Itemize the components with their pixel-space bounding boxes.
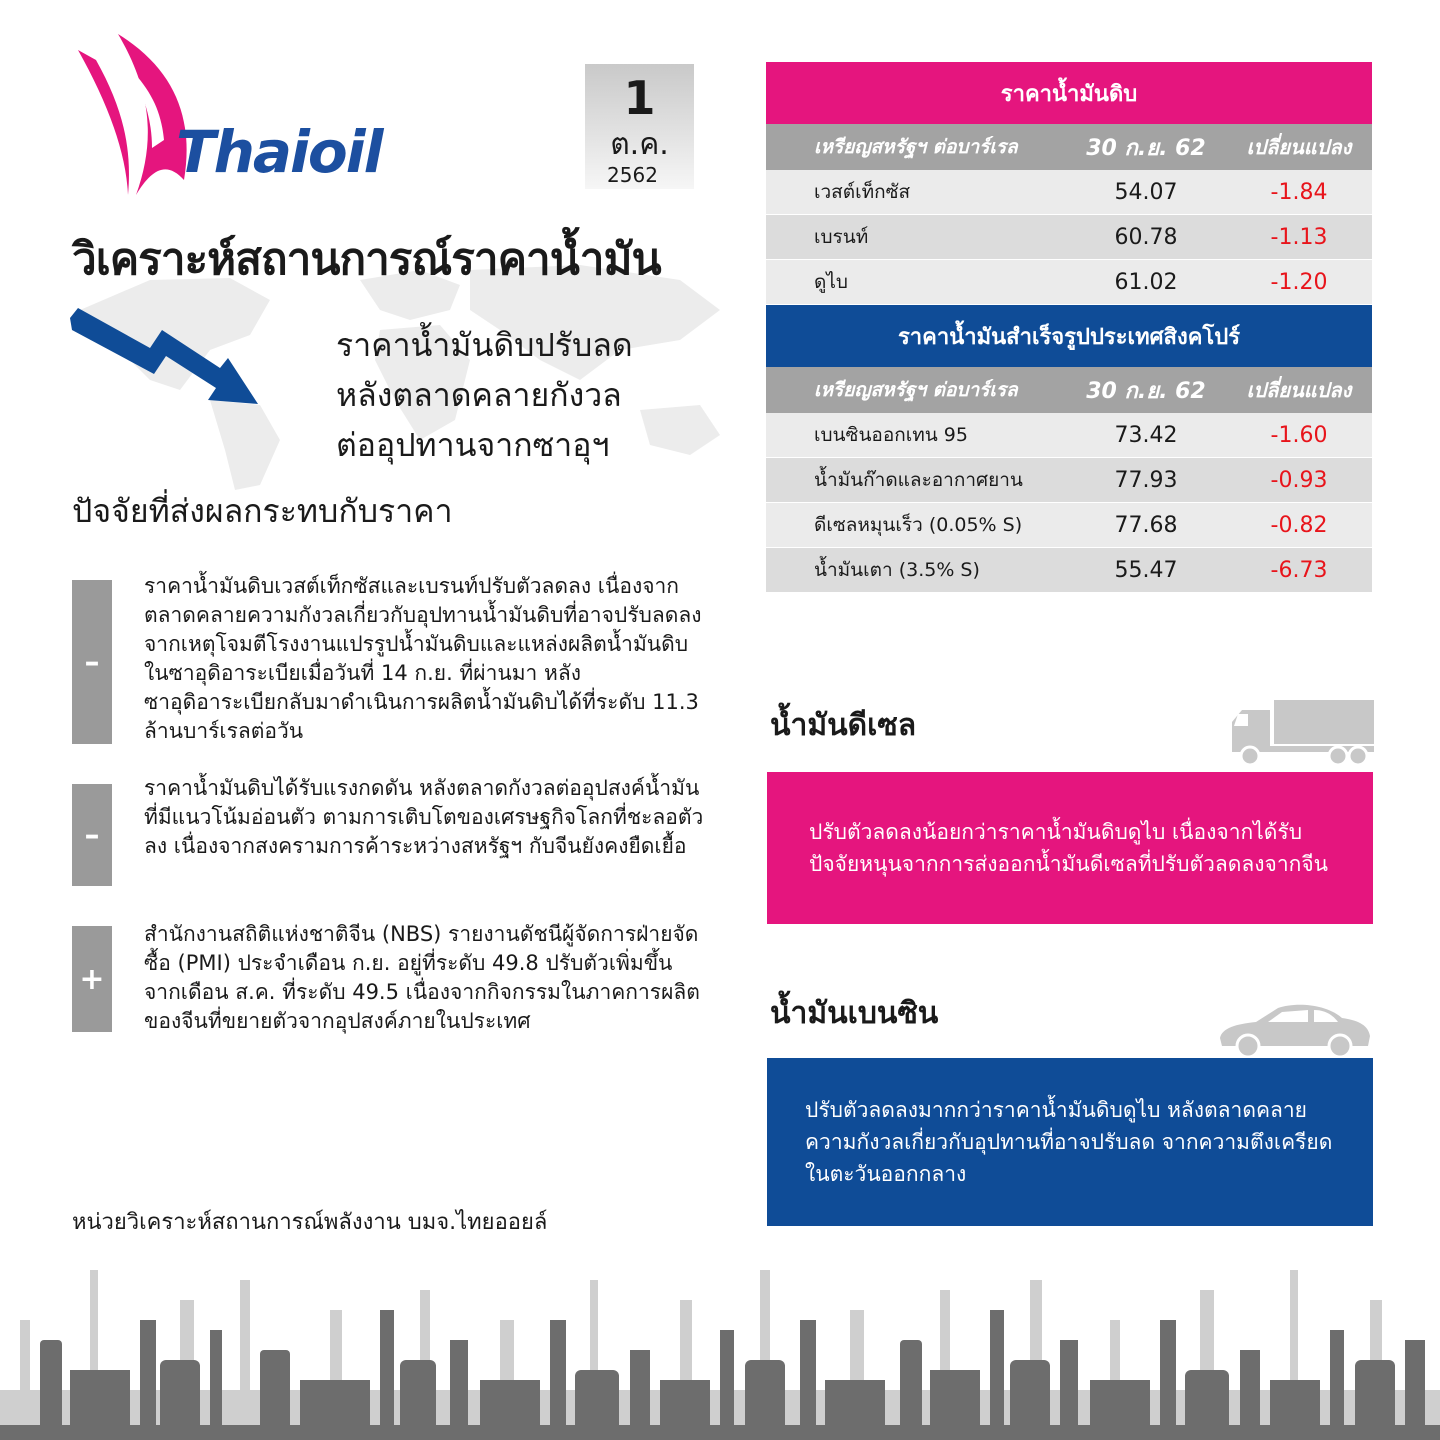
col-change: เปลี่ยนแปลง: [1246, 135, 1352, 159]
oil-name: ดีเซลหมุนเร็ว (0.05% S): [814, 514, 1023, 536]
thaioil-wordmark: Thaioil: [176, 118, 382, 186]
car-icon: [1216, 1002, 1372, 1058]
diesel-summary-line: ปัจจัยหนุนจากการส่งออกน้ำมันดีเซลที่ปรับตัวลดลงจากจีน: [809, 852, 1329, 876]
table-row: [766, 503, 1372, 548]
col-unit: เหรียญสหรัฐฯ ต่อบาร์เรล: [814, 136, 1018, 158]
gasoline-summary-line: ความกังวลเกี่ยวกับอุปทานที่อาจปรับลด จากความตึงเครียด: [805, 1130, 1333, 1154]
gasoline-summary-line: ในตะวันออกกลาง: [805, 1162, 967, 1186]
oil-change: -6.73: [1270, 557, 1328, 583]
oil-change: -0.82: [1270, 512, 1328, 538]
refinery-skyline-illustration: [0, 1260, 1440, 1440]
oil-change: -1.20: [1270, 269, 1328, 295]
oil-name: น้ำมันก๊าดและอากาศยาน: [814, 469, 1023, 491]
factor-item: [72, 774, 702, 892]
source-credit: หน่วยวิเคราะห์สถานการณ์พลังงาน บมจ.ไทยออยล์: [72, 1210, 548, 1235]
oil-price: 73.42: [1114, 422, 1178, 448]
headline-line: หลังตลาดคลายกังวล: [336, 376, 622, 414]
price-tables: [766, 62, 1372, 593]
table-row: [766, 548, 1372, 593]
gasoline-summary-line: ปรับตัวลดลงมากกว่าราคาน้ำมันดิบดูไบ หลังตลาดคลาย: [805, 1098, 1307, 1122]
minus-sign-badge: –: [72, 784, 112, 886]
oil-name: ดูไบ: [814, 271, 848, 293]
minus-sign-badge: –: [72, 580, 112, 744]
crude-table-header: [766, 124, 1372, 170]
headline-line: ราคาน้ำมันดิบปรับลด: [336, 326, 633, 364]
oil-name: น้ำมันเตา (3.5% S): [814, 559, 980, 581]
factor-text: สำนักงานสถิติแห่งชาติจีน (NBS) รายงานดัชนีผู้จัดการฝ่ายจัดซื้อ (PMI) ประจำเดือน ก.ย. อยู่ที่ระดับ 49.8 ปรับตัวเพิ่มขึ้นจากเดือน ส.ค. ที่ระดับ 49.5 เนื่องจากกิจกรรมในภาคการผลิตของจีนที่ขยายตัวจากอุปสงค์ภายในประเทศ: [144, 922, 700, 1033]
col-unit: เหรียญสหรัฐฯ ต่อบาร์เรล: [814, 379, 1018, 401]
factor-text: ราคาน้ำมันดิบได้รับแรงกดดัน หลังตลาดกังวลต่ออุปสงค์น้ำมันที่มีแนวโน้มอ่อนตัว ตามการเติบโตของเศรษฐกิจโลกที่ชะลอตัวลง เนื่องจากสงครามการค้าระหว่างสหรัฐฯ กับจีนยังคงยืดเยื้อ: [144, 776, 704, 858]
date-badge: [585, 64, 694, 189]
product-table-header: [766, 367, 1372, 413]
gasoline-summary: [767, 1058, 1373, 1226]
headline: [336, 320, 633, 470]
gasoline-heading: น้ำมันเบนซิน: [770, 996, 939, 1031]
oil-price: 77.93: [1114, 467, 1178, 493]
page-title: วิเคราะห์สถานการณ์ราคาน้ำมัน: [72, 234, 661, 285]
trend-down-arrow-icon: [70, 308, 260, 408]
col-date: 30 ก.ย. 62: [1086, 135, 1206, 161]
date-day: 1: [623, 71, 656, 125]
oil-price: 61.02: [1114, 269, 1178, 295]
col-change: เปลี่ยนแปลง: [1246, 378, 1352, 402]
table-row: [766, 260, 1372, 305]
truck-icon: [1228, 700, 1374, 768]
date-year: 2562: [607, 163, 658, 187]
oil-change: -0.93: [1270, 467, 1328, 493]
table-row: [766, 170, 1372, 215]
diesel-summary-line: ปรับตัวลดลงน้อยกว่าราคาน้ำมันดิบดูไบ เนื่องจากได้รับ: [809, 820, 1303, 844]
oil-change: -1.13: [1270, 224, 1328, 250]
plus-sign-badge: +: [72, 926, 112, 1032]
table-row: [766, 413, 1372, 458]
diesel-summary: [767, 772, 1373, 924]
oil-change: -1.60: [1270, 422, 1328, 448]
headline-line: ต่ออุปทานจากซาอุฯ: [336, 426, 610, 464]
factor-text: ราคาน้ำมันดิบเวสต์เท็กซัสและเบรนท์ปรับตัวลดลง เนื่องจากตลาดคลายความกังวลเกี่ยวกับอุปทานน้ำมันดิบที่อาจปรับลดลงจากเหตุโจมตีโรงงานแปรรูปน้ำมันดิบและแหล่งผลิตน้ำมันดิบในซาอุดิอาระเบียเมื่อวันที่ 14 ก.ย. ที่ผ่านมา หลังซาอุดิอาระเบียกลับมาดำเนินการผลิตน้ำมันดิบได้ที่ระดับ 11.3 ล้านบาร์เรลต่อวัน: [144, 574, 702, 743]
oil-price: 54.07: [1114, 179, 1178, 205]
table-row: [766, 215, 1372, 260]
factor-item: [72, 920, 702, 1038]
crude-table-title: ราคาน้ำมันดิบ: [766, 62, 1372, 124]
oil-name: เบรนท์: [814, 226, 869, 248]
col-date: 30 ก.ย. 62: [1086, 378, 1206, 404]
oil-price: 55.47: [1114, 557, 1178, 583]
oil-change: -1.84: [1270, 179, 1328, 205]
factors-heading: ปัจจัยที่ส่งผลกระทบกับราคา: [72, 492, 453, 530]
table-row: [766, 458, 1372, 503]
date-month: ต.ค.: [610, 127, 669, 162]
oil-name: เวสต์เท็กซัส: [814, 181, 911, 203]
diesel-heading: น้ำมันดีเซล: [770, 708, 917, 743]
factor-item: [72, 572, 702, 748]
product-table-title: ราคาน้ำมันสำเร็จรูปประเทศสิงคโปร์: [766, 305, 1372, 367]
oil-name: เบนซินออกเทน 95: [814, 424, 968, 446]
oil-price: 77.68: [1114, 512, 1178, 538]
oil-price: 60.78: [1114, 224, 1178, 250]
